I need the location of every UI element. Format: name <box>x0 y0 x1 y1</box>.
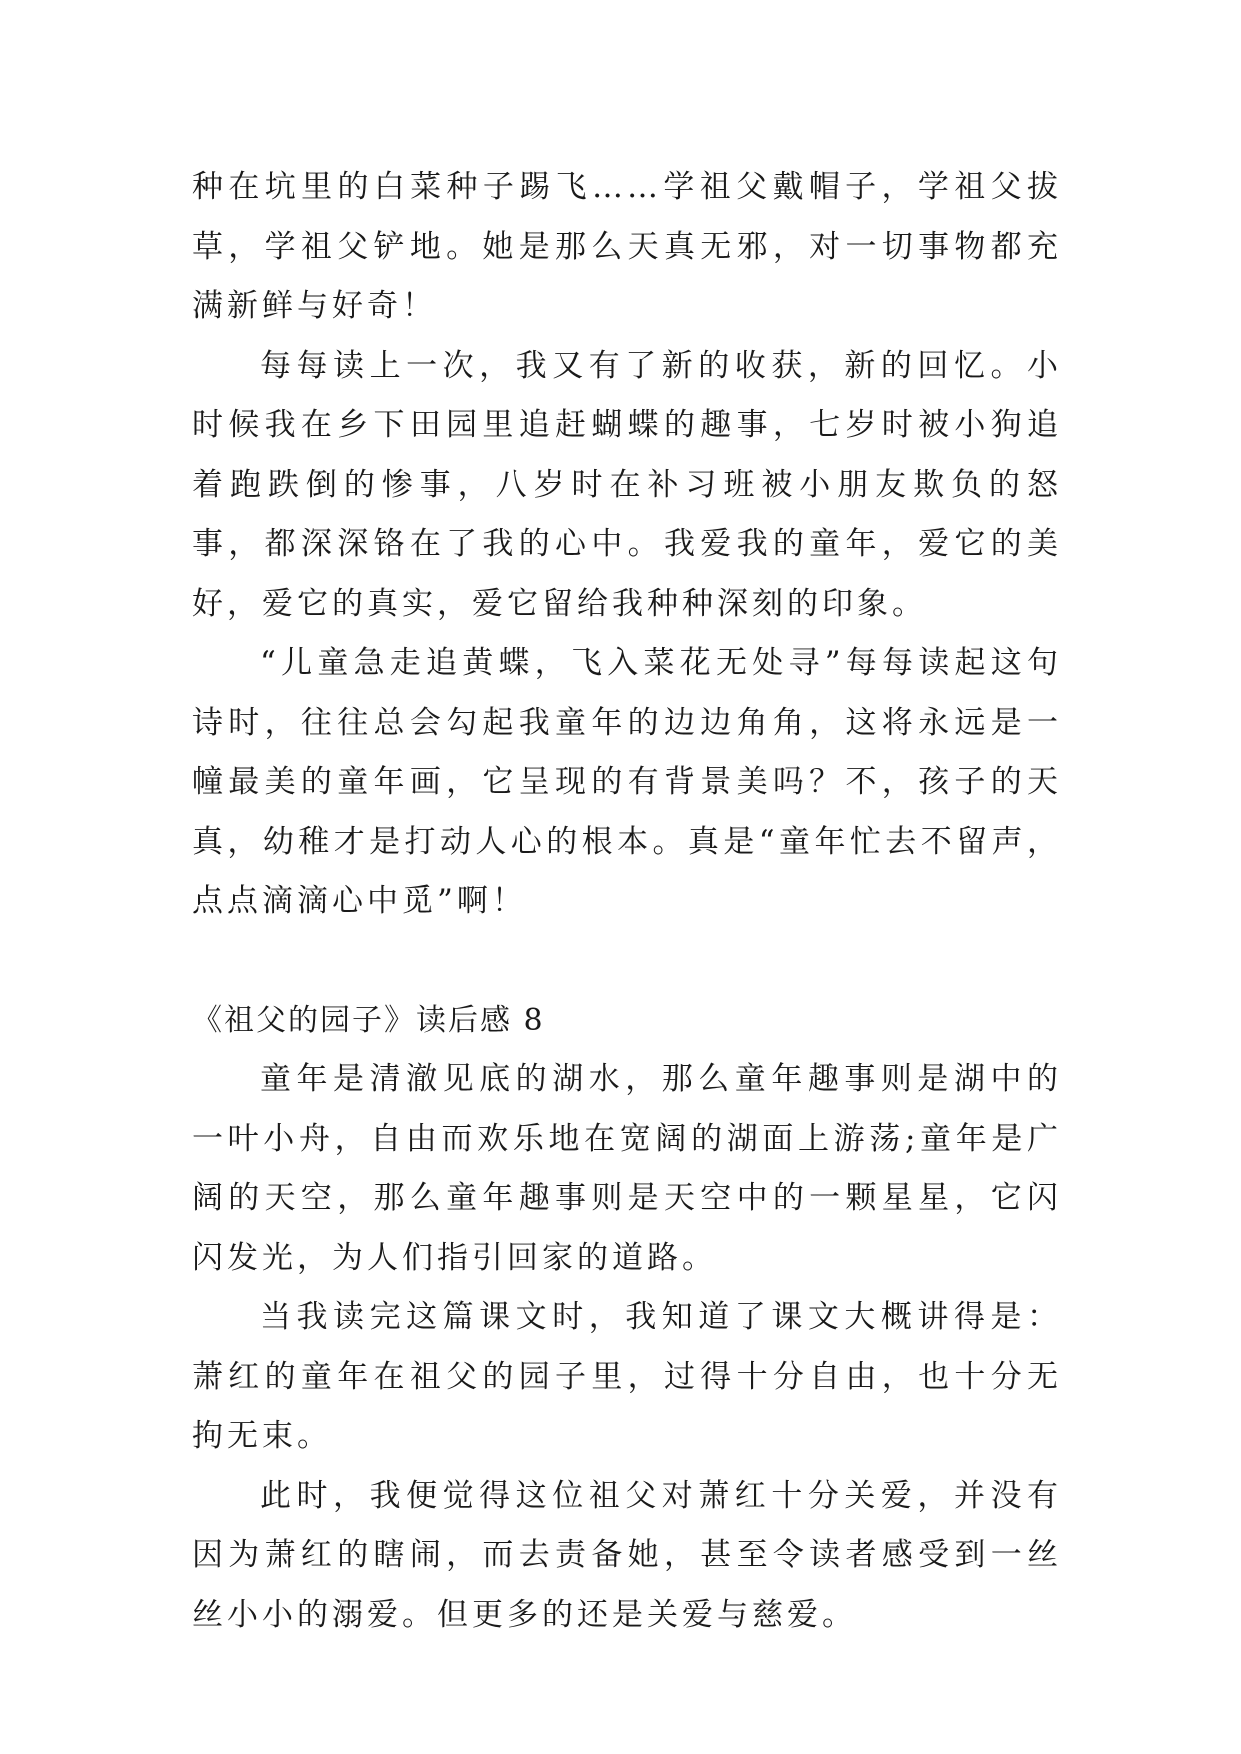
paragraph-continued: 种在坑里的白菜种子踢飞……学祖父戴帽子，学祖父拔草，学祖父铲地。她是那么天真无邪，对一切事物都充满新鲜与好奇！ <box>192 169 1062 324</box>
paragraph-poem: “儿童急走追黄蝶，飞入菜花无处寻”每每读起这句诗时，往往总会勾起我童年的边边角角，这将永远是一幢最美的童年画，它呈现的有背景美吗？不，孩子的天真，幼稚才是打动人心的根本。真是“童年忙去不留声，点点滴滴心中觅”啊！ <box>192 645 1062 919</box>
document-body <box>192 158 1062 1645</box>
paragraph-memories: 每每读上一次，我又有了新的收获，新的回忆。小时候我在乡下田园里追赶蝴蝶的趣事，七岁时被小狗追着跑跌倒的惨事，八岁时在补习班被小朋友欺负的怒事，都深深铬在了我的心中。我爱我的童年，爱它的美好，爱它的真实，爱它留给我种种深刻的印象。 <box>192 347 1062 622</box>
paragraph-lake-sky: 童年是清澈见底的湖水，那么童年趣事则是湖中的一叶小舟，自由而欢乐地在宽阔的湖面上游荡;童年是广阔的天空，那么童年趣事则是天空中的一颗星星，它闪闪发光，为人们指引回家的道路。 <box>192 1061 1062 1276</box>
paragraph-grandfather-love: 此时，我便觉得这位祖父对萧红十分关爱，并没有因为萧红的瞎闹，而去责备她，甚至令读者感受到一丝丝小小的溺爱。但更多的还是关爱与慈爱。 <box>192 1477 1062 1633</box>
paragraph-summary: 当我读完这篇课文时，我知道了课文大概讲得是：萧红的童年在祖父的园子里，过得十分自由，也十分无拘无束。 <box>192 1299 1062 1454</box>
section-spacer <box>192 932 1062 991</box>
section-title: 《祖父的园子》读后感 8 <box>192 1002 545 1038</box>
